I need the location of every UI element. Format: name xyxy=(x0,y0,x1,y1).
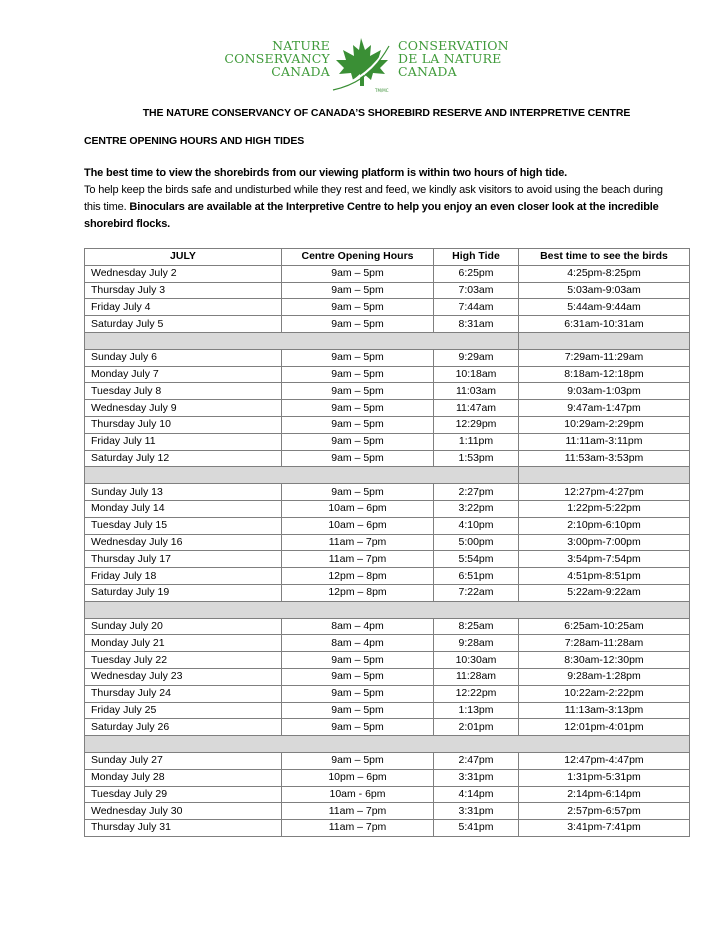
high-tide-cell: 7:44am xyxy=(434,299,519,316)
nature-conservancy-logo xyxy=(218,36,518,94)
best-time-cell: 7:29am-11:29am xyxy=(519,349,690,366)
high-tide-cell: 7:03am xyxy=(434,282,519,299)
opening-hours-cell: 11am – 7pm xyxy=(282,551,434,568)
day-cell: Thursday July 31 xyxy=(85,820,282,837)
table-row xyxy=(85,668,690,685)
best-time-cell: 9:47am-1:47pm xyxy=(519,400,690,417)
table-row xyxy=(85,551,690,568)
high-tide-cell: 5:41pm xyxy=(434,820,519,837)
tide-schedule-table xyxy=(84,248,690,837)
week-separator-row xyxy=(85,467,690,484)
logo-english-line: CONSERVANCY xyxy=(224,51,330,66)
day-cell: Saturday July 12 xyxy=(85,450,282,467)
table-row xyxy=(85,769,690,786)
opening-hours-cell: 9am – 5pm xyxy=(282,316,434,333)
high-tide-cell: 3:31pm xyxy=(434,803,519,820)
logo-english-name xyxy=(218,39,330,78)
day-cell: Wednesday July 2 xyxy=(85,265,282,282)
best-time-cell: 3:41pm-7:41pm xyxy=(519,820,690,837)
table-row xyxy=(85,568,690,585)
table-row xyxy=(85,383,690,400)
intro-binoculars: Binoculars are available at the Interpretive Centre to help you enjoy an even closer look at the incredible shorebird flocks. xyxy=(84,201,659,230)
best-time-cell: 9:28am-1:28pm xyxy=(519,668,690,685)
day-cell: Friday July 4 xyxy=(85,299,282,316)
table-row xyxy=(85,349,690,366)
opening-hours-cell: 12pm – 8pm xyxy=(282,584,434,601)
table-row xyxy=(85,803,690,820)
high-tide-cell: 9:29am xyxy=(434,349,519,366)
logo-english-line: NATURE xyxy=(272,38,330,53)
high-tide-cell: 6:25pm xyxy=(434,265,519,282)
separator-cell xyxy=(85,467,519,484)
high-tide-cell: 2:01pm xyxy=(434,719,519,736)
high-tide-cell: 11:03am xyxy=(434,383,519,400)
day-cell: Tuesday July 8 xyxy=(85,383,282,400)
high-tide-cell: 5:00pm xyxy=(434,534,519,551)
logo-french-line: CANADA xyxy=(398,64,457,79)
header-best-time: Best time to see the birds xyxy=(519,249,690,266)
best-time-cell: 4:51pm-8:51pm xyxy=(519,568,690,585)
opening-hours-cell: 11am – 7pm xyxy=(282,820,434,837)
logo-french-line: DE LA NATURE xyxy=(398,51,502,66)
opening-hours-cell: 9am – 5pm xyxy=(282,685,434,702)
high-tide-cell: 2:27pm xyxy=(434,484,519,501)
table-row xyxy=(85,400,690,417)
best-time-cell: 8:18am-12:18pm xyxy=(519,366,690,383)
table-body xyxy=(85,265,690,836)
high-tide-cell: 2:47pm xyxy=(434,752,519,769)
header-opening-hours: Centre Opening Hours xyxy=(282,249,434,266)
table-row xyxy=(85,500,690,517)
table-row xyxy=(85,685,690,702)
day-cell: Thursday July 24 xyxy=(85,685,282,702)
best-time-cell: 11:11am-3:11pm xyxy=(519,433,690,450)
opening-hours-cell: 9am – 5pm xyxy=(282,484,434,501)
intro-beach-request: To help keep the birds safe and undisturbed while they rest and feed, we kindly ask visitors to avoid using the beach during this time. xyxy=(84,184,663,213)
header-month: JULY xyxy=(85,249,282,266)
best-time-cell: 2:10pm-6:10pm xyxy=(519,517,690,534)
opening-hours-cell: 9am – 5pm xyxy=(282,450,434,467)
best-time-cell: 6:31am-10:31am xyxy=(519,316,690,333)
opening-hours-cell: 9am – 5pm xyxy=(282,282,434,299)
separator-cell xyxy=(85,736,690,753)
opening-hours-cell: 8am – 4pm xyxy=(282,635,434,652)
opening-hours-cell: 10am - 6pm xyxy=(282,786,434,803)
table-row xyxy=(85,618,690,635)
day-cell: Saturday July 5 xyxy=(85,316,282,333)
opening-hours-cell: 9am – 5pm xyxy=(282,668,434,685)
opening-hours-cell: 8am – 4pm xyxy=(282,618,434,635)
table-row xyxy=(85,366,690,383)
opening-hours-cell: 9am – 5pm xyxy=(282,719,434,736)
best-time-cell: 11:13am-3:13pm xyxy=(519,702,690,719)
opening-hours-cell: 9am – 5pm xyxy=(282,433,434,450)
opening-hours-cell: 9am – 5pm xyxy=(282,366,434,383)
opening-hours-cell: 10am – 6pm xyxy=(282,500,434,517)
opening-hours-cell: 10pm – 6pm xyxy=(282,769,434,786)
day-cell: Wednesday July 23 xyxy=(85,668,282,685)
best-time-cell: 6:25am-10:25am xyxy=(519,618,690,635)
table-row xyxy=(85,299,690,316)
table-row xyxy=(85,534,690,551)
opening-hours-cell: 9am – 5pm xyxy=(282,383,434,400)
high-tide-cell: 10:30am xyxy=(434,652,519,669)
day-cell: Sunday July 27 xyxy=(85,752,282,769)
best-time-cell: 5:44am-9:44am xyxy=(519,299,690,316)
week-separator-row xyxy=(85,601,690,618)
best-time-cell: 9:03am-1:03pm xyxy=(519,383,690,400)
week-separator-row xyxy=(85,736,690,753)
opening-hours-cell: 11am – 7pm xyxy=(282,803,434,820)
day-cell: Thursday July 10 xyxy=(85,416,282,433)
table-row xyxy=(85,584,690,601)
svg-text:TM/MC: TM/MC xyxy=(375,88,389,93)
best-time-cell: 3:00pm-7:00pm xyxy=(519,534,690,551)
high-tide-cell: 10:18am xyxy=(434,366,519,383)
logo-french-line: CONSERVATION xyxy=(398,38,509,53)
logo-french-name xyxy=(398,39,509,78)
high-tide-cell: 12:22pm xyxy=(434,685,519,702)
opening-hours-cell: 12pm – 8pm xyxy=(282,568,434,585)
separator-cell xyxy=(85,601,690,618)
table-row xyxy=(85,702,690,719)
best-time-cell: 1:31pm-5:31pm xyxy=(519,769,690,786)
high-tide-cell: 8:31am xyxy=(434,316,519,333)
best-time-cell: 12:47pm-4:47pm xyxy=(519,752,690,769)
table-row xyxy=(85,517,690,534)
high-tide-cell: 1:53pm xyxy=(434,450,519,467)
high-tide-cell: 12:29pm xyxy=(434,416,519,433)
separator-cell xyxy=(519,467,690,484)
best-time-cell: 7:28am-11:28am xyxy=(519,635,690,652)
best-time-cell: 2:14pm-6:14pm xyxy=(519,786,690,803)
opening-hours-cell: 9am – 5pm xyxy=(282,349,434,366)
table-row xyxy=(85,752,690,769)
intro-best-time: The best time to view the shorebirds from our viewing platform is within two hours of high tide. xyxy=(84,167,568,179)
table-header-row xyxy=(85,249,690,266)
best-time-cell: 8:30am-12:30pm xyxy=(519,652,690,669)
document-subtitle: CENTRE OPENING HOURS AND HIGH TIDES xyxy=(84,135,305,147)
logo-english-line: CANADA xyxy=(271,64,330,79)
day-cell: Monday July 14 xyxy=(85,500,282,517)
day-cell: Tuesday July 15 xyxy=(85,517,282,534)
high-tide-cell: 7:22am xyxy=(434,584,519,601)
table-row xyxy=(85,282,690,299)
separator-cell xyxy=(519,332,690,349)
table-row xyxy=(85,433,690,450)
opening-hours-cell: 11am – 7pm xyxy=(282,534,434,551)
high-tide-cell: 4:14pm xyxy=(434,786,519,803)
intro-paragraph xyxy=(84,165,664,233)
document-title: THE NATURE CONSERVANCY OF CANADA’S SHOREBIRD RESERVE AND INTERPRETIVE CENTRE xyxy=(142,107,631,119)
best-time-cell: 3:54pm-7:54pm xyxy=(519,551,690,568)
opening-hours-cell: 9am – 5pm xyxy=(282,652,434,669)
high-tide-cell: 8:25am xyxy=(434,618,519,635)
opening-hours-cell: 9am – 5pm xyxy=(282,416,434,433)
best-time-cell: 2:57pm-6:57pm xyxy=(519,803,690,820)
day-cell: Monday July 21 xyxy=(85,635,282,652)
day-cell: Friday July 11 xyxy=(85,433,282,450)
high-tide-cell: 5:54pm xyxy=(434,551,519,568)
day-cell: Thursday July 3 xyxy=(85,282,282,299)
best-time-cell: 12:27pm-4:27pm xyxy=(519,484,690,501)
opening-hours-cell: 9am – 5pm xyxy=(282,702,434,719)
high-tide-cell: 1:13pm xyxy=(434,702,519,719)
day-cell: Friday July 25 xyxy=(85,702,282,719)
high-tide-cell: 9:28am xyxy=(434,635,519,652)
best-time-cell: 4:25pm-8:25pm xyxy=(519,265,690,282)
day-cell: Saturday July 19 xyxy=(85,584,282,601)
day-cell: Friday July 18 xyxy=(85,568,282,585)
best-time-cell: 10:29am-2:29pm xyxy=(519,416,690,433)
best-time-cell: 1:22pm-5:22pm xyxy=(519,500,690,517)
best-time-cell: 5:03am-9:03am xyxy=(519,282,690,299)
table-row xyxy=(85,719,690,736)
table-row xyxy=(85,484,690,501)
day-cell: Wednesday July 16 xyxy=(85,534,282,551)
day-cell: Monday July 28 xyxy=(85,769,282,786)
day-cell: Saturday July 26 xyxy=(85,719,282,736)
day-cell: Sunday July 13 xyxy=(85,484,282,501)
day-cell: Tuesday July 29 xyxy=(85,786,282,803)
separator-cell xyxy=(85,332,519,349)
high-tide-cell: 1:11pm xyxy=(434,433,519,450)
table-row xyxy=(85,635,690,652)
table-row xyxy=(85,450,690,467)
day-cell: Tuesday July 22 xyxy=(85,652,282,669)
day-cell: Wednesday July 30 xyxy=(85,803,282,820)
day-cell: Sunday July 6 xyxy=(85,349,282,366)
day-cell: Sunday July 20 xyxy=(85,618,282,635)
week-separator-row xyxy=(85,332,690,349)
header-high-tide: High Tide xyxy=(434,249,519,266)
maple-leaf-icon xyxy=(331,36,395,94)
opening-hours-cell: 9am – 5pm xyxy=(282,400,434,417)
opening-hours-cell: 9am – 5pm xyxy=(282,265,434,282)
best-time-cell: 5:22am-9:22am xyxy=(519,584,690,601)
high-tide-cell: 4:10pm xyxy=(434,517,519,534)
table-row xyxy=(85,265,690,282)
high-tide-cell: 11:47am xyxy=(434,400,519,417)
opening-hours-cell: 10am – 6pm xyxy=(282,517,434,534)
best-time-cell: 12:01pm-4:01pm xyxy=(519,719,690,736)
high-tide-cell: 6:51pm xyxy=(434,568,519,585)
high-tide-cell: 3:22pm xyxy=(434,500,519,517)
day-cell: Thursday July 17 xyxy=(85,551,282,568)
table-row xyxy=(85,786,690,803)
table-row xyxy=(85,820,690,837)
day-cell: Monday July 7 xyxy=(85,366,282,383)
table-row xyxy=(85,416,690,433)
day-cell: Wednesday July 9 xyxy=(85,400,282,417)
high-tide-cell: 11:28am xyxy=(434,668,519,685)
high-tide-cell: 3:31pm xyxy=(434,769,519,786)
opening-hours-cell: 9am – 5pm xyxy=(282,752,434,769)
best-time-cell: 10:22am-2:22pm xyxy=(519,685,690,702)
best-time-cell: 11:53am-3:53pm xyxy=(519,450,690,467)
table-row xyxy=(85,316,690,333)
opening-hours-cell: 9am – 5pm xyxy=(282,299,434,316)
table-row xyxy=(85,652,690,669)
